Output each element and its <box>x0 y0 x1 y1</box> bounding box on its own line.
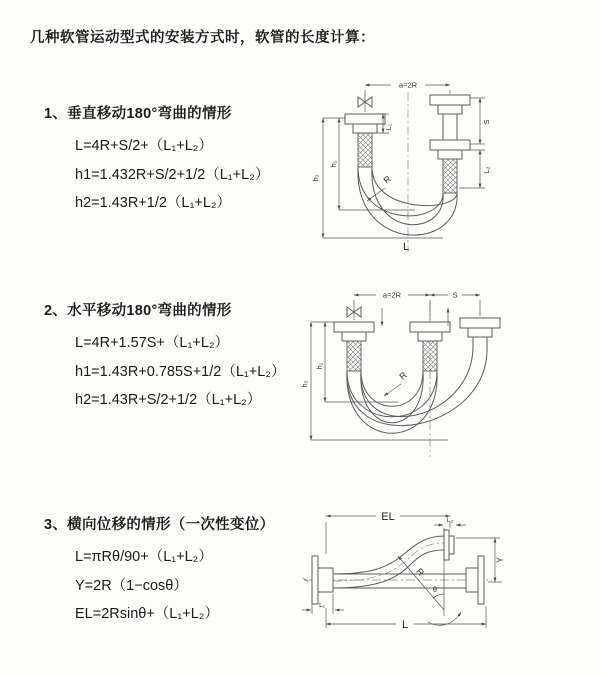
dim-label-s: S <box>482 119 491 125</box>
section-horizontal-movement <box>44 301 285 415</box>
dim-label-y: Y <box>495 556 505 564</box>
formula-h1: h1=1.432R+S/2+1/2（L₁+L₂） <box>75 166 270 183</box>
left-flange <box>312 556 333 604</box>
dim-label-r: R <box>381 173 393 186</box>
dim-label-a2r: a=2R <box>382 290 402 300</box>
l2-dimension <box>434 517 466 525</box>
diagram-lateral-displacement <box>298 498 600 646</box>
h2-dimension <box>311 118 443 238</box>
top-width-dimension <box>354 291 480 321</box>
formula-el: EL=2Rsinθ+（L₁+L₂） <box>75 606 219 622</box>
formula-length: L=πRθ/90+（L₁+L₂） <box>75 549 213 565</box>
section-1-heading: 1、垂直移动180°弯曲的情形 <box>44 106 232 122</box>
s-dimension <box>470 98 491 144</box>
formula-y: Y=2R（1−cosθ） <box>75 577 188 594</box>
diagram-vertical-180-bend <box>303 70 595 265</box>
section-vertical-movement <box>44 104 269 218</box>
l-dimension <box>326 606 486 631</box>
formula-h1: h1=1.43R+0.785S+1/2（L₁+L₂） <box>75 363 286 380</box>
dim-label-h1: h₁ <box>315 362 324 370</box>
dim-label-h1: h₁ <box>329 160 338 168</box>
right-fitting-lower <box>430 140 470 193</box>
dim-label-l2: L₂ <box>446 517 454 524</box>
dim-label-theta: θ <box>432 585 438 594</box>
diagram-horizontal-180-bend <box>298 282 595 472</box>
section-3-formulas <box>75 543 274 629</box>
section-1-formulas <box>75 132 269 218</box>
section-2-formulas <box>75 329 285 415</box>
dim-label-length: L <box>402 241 410 253</box>
right-fitting <box>460 318 500 346</box>
dim-label-a2r: a=2R <box>398 80 418 90</box>
left-fitting <box>334 322 374 371</box>
upper-flange <box>444 530 454 560</box>
l1-dimension <box>302 594 344 614</box>
dim-label-l1: L₁ <box>319 602 325 609</box>
dim-label-r: R <box>414 566 427 578</box>
middle-fitting <box>410 322 450 371</box>
section-2-heading: 2、水平移动180°弯曲的情形 <box>44 303 232 319</box>
formula-length: L=4R+1.57S+（L₁+L₂） <box>75 335 230 351</box>
dim-label-h2: h₂ <box>311 174 320 182</box>
dim-label-h2: h₂ <box>300 380 309 388</box>
l2-dimension <box>459 150 491 188</box>
dim-label-s: S <box>452 290 458 300</box>
dim-label-r: R <box>397 369 409 382</box>
formula-h2: h2=1.43R+S/2+1/2（L₁+L₂） <box>75 392 262 408</box>
radius-leader <box>384 369 409 396</box>
section-lateral-displacement <box>44 515 274 629</box>
straight-hose-original-position <box>333 574 466 588</box>
dim-label-l2: L₂ <box>482 166 491 174</box>
right-inline-flange <box>466 556 484 604</box>
section-3-heading: 3、横向位移的情形（一次性变位） <box>44 517 275 533</box>
hose-curves <box>347 346 487 433</box>
formula-length: L=4R+S/2+（L₁+L₂） <box>75 138 213 154</box>
hose-curves <box>358 167 457 235</box>
dim-label-el: EL <box>381 511 395 523</box>
formula-h2: h2=1.43R+1/2（L₁+L₂） <box>75 195 232 211</box>
dim-label-l1: L₁ <box>384 123 393 131</box>
right-fitting-upper <box>430 95 470 140</box>
dim-label-length: L <box>401 619 409 631</box>
page-title: 几种软管运动型式的安装方式时，软管的长度计算： <box>30 30 375 46</box>
left-fitting <box>345 114 385 167</box>
el-dimension <box>326 511 450 554</box>
